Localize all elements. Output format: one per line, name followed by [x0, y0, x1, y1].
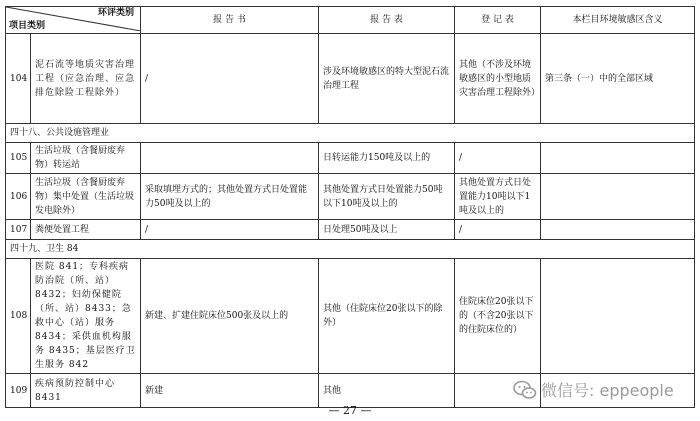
header-form: 报 告 表 — [319, 7, 455, 34]
section-title: 四十八、公共设施管理业 — [6, 124, 695, 143]
row-form: 其他（住院床位20张以下的除外） — [319, 259, 455, 374]
header-eia-category: 环评类别 — [97, 8, 134, 18]
row-sensitive — [541, 220, 695, 240]
section-title: 四十九、卫生 84 — [6, 240, 695, 259]
row-report: 采取填埋方式的；其他处置方式日处置能力50吨及以上的 — [141, 174, 319, 220]
row-register: 住院床位20张以下的（不含20张以下的住院床位的） — [455, 259, 541, 374]
row-category: 泥石流等地质灾害治理工程（应急治理、应急排危除险工程除外） — [31, 34, 141, 124]
row-category: 生活垃圾（含餐厨废弃物）集中处置（生活垃圾发电除外） — [31, 174, 141, 220]
wechat-icon — [513, 380, 537, 400]
row-form: 日处理50吨及以上 — [319, 220, 455, 240]
row-report: 新建 — [141, 374, 319, 408]
row-form: 其他 — [319, 374, 455, 408]
row-sensitive — [541, 174, 695, 220]
header-report: 报 告 书 — [141, 7, 319, 34]
diagonal-header-cell — [6, 7, 141, 34]
row-report: / — [141, 34, 319, 124]
header-sensitive-area: 本栏目环境敏感区含义 — [541, 7, 695, 34]
row-form: 其他处置方式日处置能力50吨以下10吨及以上的 — [319, 174, 455, 220]
row-number: 109 — [6, 374, 31, 408]
row-category: 医院 841；专科疾病防治院（所、站）8432；妇幼保健院（所、站）8433；急救中心（站）服务 8434；采供血机构服务 8435；基层医疗卫生服务 842 — [31, 259, 141, 374]
row-number: 104 — [6, 34, 31, 124]
row-number: 108 — [6, 259, 31, 374]
row-category: 生活垃圾（含餐厨废弃物）转运站 — [31, 143, 141, 174]
watermark — [513, 378, 674, 401]
row-category: 疾病预防控制中心 8431 — [31, 374, 141, 408]
row-number: 105 — [6, 143, 31, 174]
row-form: 日转运能力150吨及以上的 — [319, 143, 455, 174]
table-row — [6, 220, 695, 240]
row-register: / — [455, 220, 541, 240]
row-register: 其他（不涉及环境敏感区的小型地质灾害治理工程除外） — [455, 34, 541, 124]
row-register: 其他处置方式日处置能力10吨以下1吨及以上的 — [455, 174, 541, 220]
table-row — [6, 259, 695, 374]
row-report: / — [141, 220, 319, 240]
table-row — [6, 174, 695, 220]
table-row — [6, 34, 695, 124]
row-register: / — [455, 143, 541, 174]
row-sensitive — [541, 143, 695, 174]
page-number: — 27 — — [328, 404, 372, 417]
row-sensitive — [541, 259, 695, 374]
row-report — [141, 143, 319, 174]
section-row — [6, 240, 695, 259]
row-sensitive: 第三条（一）中的全部区域 — [541, 34, 695, 124]
table-header-row — [6, 7, 695, 34]
row-category: 粪便处置工程 — [31, 220, 141, 240]
row-number: 106 — [6, 174, 31, 220]
watermark-text: 微信号: eppeople — [541, 381, 674, 400]
row-form: 涉及环境敏感区的特大型泥石流治理工程 — [319, 34, 455, 124]
table-row — [6, 143, 695, 174]
header-register: 登 记 表 — [455, 7, 541, 34]
row-number: 107 — [6, 220, 31, 240]
header-project-category: 项目类别 — [9, 21, 46, 31]
eia-classification-table — [5, 6, 695, 408]
row-report: 新建、扩建住院床位500张及以上的 — [141, 259, 319, 374]
section-row — [6, 124, 695, 143]
